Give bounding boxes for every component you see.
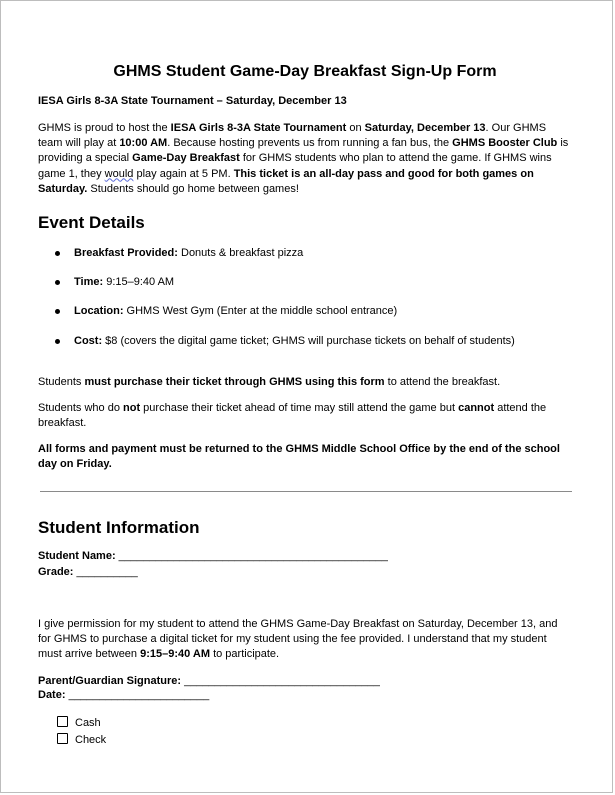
student-name-field[interactable]: Student Name: ____________________________________________ bbox=[38, 550, 388, 562]
section-divider bbox=[40, 491, 572, 492]
tournament-subtitle: IESA Girls 8-3A State Tournament – Saturday, December 13 bbox=[38, 95, 347, 107]
intro-paragraph: GHMS is proud to host the IESA Girls 8-3A State Tournament on Saturday, December 13. Our GHMS team will play at 10:00 AM. Because hosting prevents us from running a fan bus, the GHMS Booster Club is providing a special Game-Day Breakfast for GHMS students who plan to attend the game. If GHMS wins game 1, they would play again at 5 PM. This ticket is an all-day pass and good for both games on Saturday. Students should go home between games! bbox=[38, 122, 569, 195]
checkbox-icon bbox=[57, 716, 68, 727]
guardian-signature-field[interactable]: Parent/Guardian Signature: ________________________________ bbox=[38, 675, 380, 687]
student-information-heading: Student Information bbox=[38, 518, 200, 537]
form-title: GHMS Student Game-Day Breakfast Sign-Up Form bbox=[113, 63, 497, 80]
checkbox-icon bbox=[57, 733, 68, 744]
bullet-icon bbox=[55, 280, 60, 285]
check-checkbox[interactable]: Check bbox=[57, 733, 106, 746]
no-purchase-paragraph: Students who do not purchase their ticket ahead of time may still attend the game but cannot attend the breakfast. bbox=[38, 402, 547, 430]
grade-field[interactable]: Grade: __________ bbox=[38, 566, 138, 578]
date-field[interactable]: Date: _______________________ bbox=[38, 689, 210, 701]
spellcheck-word: would bbox=[104, 167, 134, 180]
deadline-paragraph: All forms and payment must be returned to the GHMS Middle School Office by the end of the school day on Friday. bbox=[38, 443, 560, 471]
cash-checkbox[interactable]: Cash bbox=[57, 716, 101, 729]
document-page: GHMS Student Game-Day Breakfast Sign-Up Form IESA Girls 8-3A State Tournament – Saturday, December 13 GHMS is proud to host the IESA Girls 8-3A State Tournament on Saturday, December 13. Our GHMS team will play at 10:00 AM. Because hosting prevents us from running a fan bus, the GHMS Booster Club is providing a special Game-Day Breakfast for GHMS students who plan to attend the game. If GHMS wins game 1, they would play again at 5 PM. This ticket is an all-day pass and good for both games on Saturday. Students should go home between games! Event Details Breakfast Provided: Donuts & breakfast pizza Time: 9:15–9:40 AM Location: GHMS West Gym (Enter at the middle school entrance) Cost: $8 (covers the digital game ticket; GHMS will purchase tickets on behalf of students) Students must purchase their ticket through GHMS using this form to attend the breakfast. Students who do not purchase their ticket ahead of time may still attend the game but cannot attend the breakfast. All forms and payment must be returned to the GHMS Middle School Office by the end of the school day on Friday. Student Information Student Name: ____________________________________________ Grade: __________ I give permission for my student to attend the GHMS Game-Day Breakfast on Saturday, December 13, and for GHMS to purchase a digital ticket for my student using the fee provided. I understand that my student must arrive between 9:15–9:40 AM to participate. Parent/Guardian Signature: ________________________________ Date: _______________________ Cash Check bbox=[0, 0, 613, 793]
bullet-icon bbox=[55, 251, 60, 256]
event-details-heading: Event Details bbox=[38, 213, 145, 232]
bullet-icon bbox=[55, 339, 60, 344]
bullet-icon bbox=[55, 309, 60, 314]
permission-paragraph: I give permission for my student to attend the GHMS Game-Day Breakfast on Saturday, December 13, and for GHMS to purchase a digital ticket for my student using the fee provided. I understand that my student must arrive between 9:15–9:40 AM to participate. bbox=[38, 618, 558, 661]
purchase-paragraph: Students must purchase their ticket through GHMS using this form to attend the breakfast. bbox=[38, 376, 501, 388]
